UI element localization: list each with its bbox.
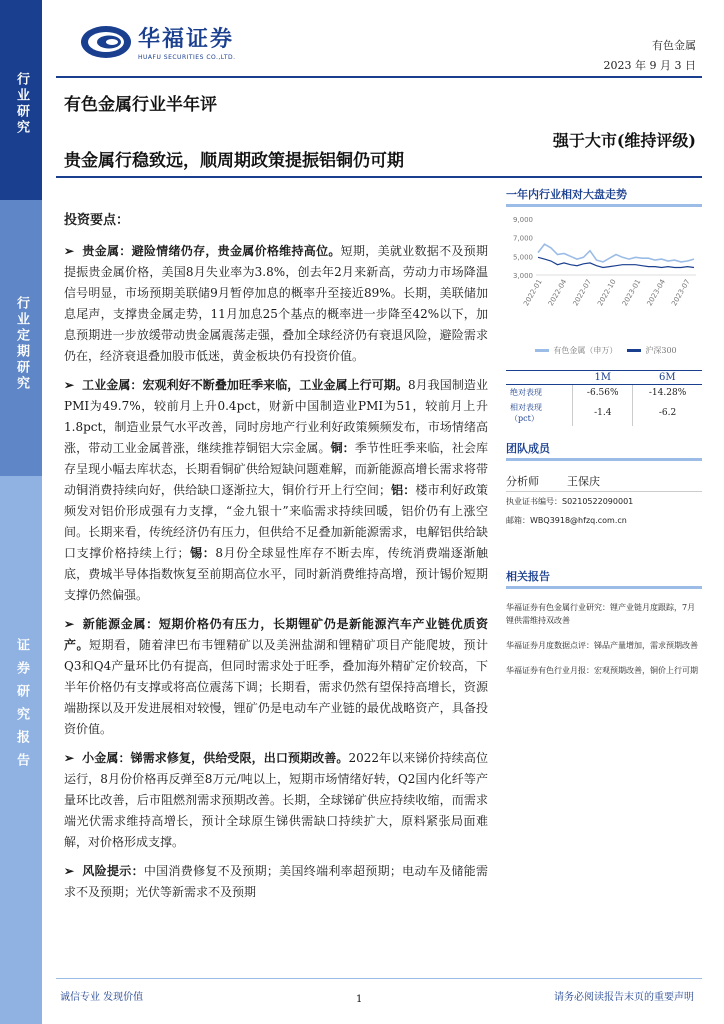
report-title: 有色金属行业半年评 bbox=[64, 95, 217, 115]
left-sidebar bbox=[0, 0, 42, 1024]
analyst-name: 王保庆 bbox=[567, 475, 600, 488]
table-header-row bbox=[506, 371, 702, 385]
sidebar-block-securities-report bbox=[0, 476, 42, 1024]
row-label-relative: 相对表现 （pct） bbox=[510, 403, 542, 423]
para-body: 短期看，随着津巴布韦锂精矿以及美洲盐湖和锂精矿项目产能爬坡，预计Q3和Q4产量环比仍有提高，但同时需求处于旺季，叠加海外精矿定价较高，下半年价格仍有支撑或将高位震荡下调；长期看，需求仍然有望保持高增长，资源端勘探以及开发进展相对较慢，锂矿仍是电动车产业链的最优战略资产，具备投资价值。 bbox=[64, 638, 488, 736]
key-points-title: 投资要点： bbox=[64, 213, 130, 228]
header-date: 2023 年 9 月 3 日 bbox=[603, 59, 696, 72]
table-row bbox=[506, 400, 702, 426]
sub-body-copper: 季节性旺季来临，社会库存呈现小幅去库状态，长期看铜矿供给短缺问题难解，而新能源高增长需求将带动铜消费持续向好，供给缺口逐渐拉大，铜价行开上行空间； bbox=[64, 441, 488, 497]
main-content bbox=[64, 210, 488, 911]
paragraph-industrial-metals bbox=[64, 375, 488, 606]
analyst-row bbox=[506, 473, 702, 492]
y-tick-label: 7,000 bbox=[512, 234, 533, 243]
y-tick-label: 5,000 bbox=[512, 253, 533, 262]
para-lead: 风险提示： bbox=[82, 864, 144, 878]
sidebar-label-3: 证券研究报告 bbox=[14, 638, 29, 776]
footer-disclaimer: 请务必阅读报告末页的重要声明 bbox=[554, 992, 694, 1003]
chart-legend bbox=[506, 345, 702, 356]
footer-slogan: 诚信专业 发现价值 bbox=[60, 992, 144, 1003]
series-line-0 bbox=[538, 244, 694, 262]
cell-relative-6m: -6.2 bbox=[633, 400, 702, 426]
para-body: 8月我国制造业PMI为49.7%，较前月上升0.4pct，财新中国制造业PMI为51，较前月上升1.8pct，制造业景气水平改善，同时房地产行业利好政策频频发布，市场情绪高涨，带动工业金属普涨，继续推荐铜铝大宗金属。 bbox=[64, 378, 488, 455]
sidebar-label-2: 行业定期研究 bbox=[14, 296, 29, 392]
sub-body-aluminum: 楼市利好政策频发对铝价形成强有力支撑，“金九银十”来临需求持续回暖，铝价仍有上涨空间。长期来看，传统经济仍有压力，但供给不足叠加新能源需求，电解铝供给缺口支撑价格持续上行； bbox=[64, 483, 488, 560]
logo-mark-icon bbox=[80, 24, 132, 60]
sidebar-block-periodic-research bbox=[0, 200, 42, 476]
legend-label-sector: 有色金属（申万） bbox=[553, 346, 618, 355]
paragraph-minor-metals bbox=[64, 748, 488, 853]
arrow-bullet-icon: ➢ bbox=[64, 378, 75, 392]
cell-relative-1m: -1.4 bbox=[573, 400, 633, 426]
x-tick-label: 2022-07 bbox=[571, 278, 594, 308]
header-divider bbox=[56, 76, 702, 78]
x-tick-label: 2023-04 bbox=[645, 278, 668, 308]
relative-performance-chart bbox=[506, 213, 702, 343]
logo-name-cn: 华福证券 bbox=[138, 27, 235, 52]
logo-name-en: HUAFU SECURITIES CO.,LTD. bbox=[138, 54, 236, 61]
report-rating: 强于大市(维持评级) bbox=[552, 131, 696, 150]
report-headline: 贵金属行稳致远，顺周期政策提振铝铜仍可期 bbox=[64, 151, 404, 171]
arrow-bullet-icon: ➢ bbox=[64, 617, 75, 631]
title-divider bbox=[56, 176, 702, 178]
analyst-license: 执业证书编号：S0210522090001 bbox=[506, 497, 634, 506]
sidebar-label-1: 行业研究 bbox=[14, 72, 29, 136]
series-line-1 bbox=[538, 257, 694, 267]
performance-table bbox=[506, 370, 702, 426]
arrow-bullet-icon: ➢ bbox=[64, 864, 75, 878]
analyst-role: 分析师 bbox=[506, 475, 539, 488]
footer-divider bbox=[56, 978, 702, 979]
header-category: 有色金属 bbox=[652, 39, 696, 52]
para-lead: 贵金属：避险情绪仍存，贵金属价格维持高位。 bbox=[82, 244, 341, 258]
sub-lead-copper: 铜： bbox=[330, 441, 355, 455]
chart-title: 一年内行业相对大盘走势 bbox=[506, 186, 702, 207]
right-column bbox=[506, 186, 702, 526]
x-tick-label: 2022-10 bbox=[596, 278, 618, 308]
sidebar-block-industry-research bbox=[0, 0, 42, 200]
related-title: 相关报告 bbox=[506, 568, 702, 589]
paragraph-risk-warning bbox=[64, 861, 488, 903]
paragraph-precious-metals bbox=[64, 241, 488, 367]
y-tick-label: 9,000 bbox=[512, 216, 533, 224]
page-number: 1 bbox=[356, 994, 363, 1005]
header-meta bbox=[604, 36, 696, 76]
table-row bbox=[506, 385, 702, 401]
related-report-item[interactable]: 华福证券月度数据点评：锑品产量增加，需求预期改善 bbox=[506, 641, 698, 650]
row-label-absolute: 绝对表现 bbox=[510, 388, 542, 397]
table-header-1m: 1M bbox=[573, 371, 633, 385]
arrow-bullet-icon: ➢ bbox=[64, 751, 75, 765]
sub-lead-aluminum: 铝： bbox=[391, 483, 416, 497]
legend-label-index: 沪深300 bbox=[645, 346, 677, 355]
paragraph-new-energy-metals bbox=[64, 614, 488, 740]
team-section bbox=[506, 440, 702, 526]
related-report-item[interactable]: 华福证券有色行业月报：宏观预期改善，铜价上行可期 bbox=[506, 666, 698, 675]
cell-absolute-1m: -6.56% bbox=[573, 385, 633, 401]
cell-absolute-6m: -14.28% bbox=[633, 385, 702, 401]
para-body: 2022年以来锑价持续高位运行，8月份价格再反弹至8万元/吨以上，短期市场情绪好转，Q2国内化纤等产量环比改善，后市阻燃剂需求预期改善。长期，全球锑矿供应持续收缩，而需求端光伏需求维持高增长，预计全球原生锑供需缺口持续扩大，原料紧张局面难解，对价格形成支撑。 bbox=[64, 751, 488, 849]
x-tick-label: 2023-01 bbox=[620, 278, 643, 308]
related-reports bbox=[506, 568, 702, 677]
sub-body-tin: 8月份全球显性库存不断去库，传统消费端逐渐触底，费城半导体指数恢复至前期高位水平，同时新消费维持高增，预计锡价短期支撑仍然偏强。 bbox=[64, 546, 488, 602]
table-header-blank bbox=[506, 371, 573, 385]
table-header-6m: 6M bbox=[633, 371, 702, 385]
legend-swatch-sector bbox=[535, 349, 549, 352]
legend-swatch-index bbox=[627, 349, 641, 352]
team-title: 团队成员 bbox=[506, 440, 702, 461]
x-tick-label: 2022-01 bbox=[522, 278, 544, 308]
analyst-email[interactable]: 邮箱：WBQ3918@hfzq.com.cn bbox=[506, 516, 627, 525]
para-lead: 小金属：锑需求修复，供给受限，出口预期改善。 bbox=[82, 751, 349, 765]
company-logo bbox=[80, 22, 236, 61]
para-body: 中国消费修复不及预期；美国终端利率超预期；电动车及储能需求不及预期；光伏等新需求不及预期 bbox=[64, 864, 488, 899]
chart-svg bbox=[506, 213, 702, 343]
y-tick-label: 3,000 bbox=[512, 272, 533, 280]
related-report-item[interactable]: 华福证券有色金属行业研究：锂产业链月度跟踪，7月锂供需维持双改善 bbox=[506, 603, 696, 625]
sub-lead-tin: 锡： bbox=[189, 546, 216, 560]
x-tick-label: 2023-07 bbox=[670, 278, 692, 308]
arrow-bullet-icon: ➢ bbox=[64, 244, 75, 258]
para-lead: 工业金属：宏观利好不断叠加旺季来临，工业金属上行可期。 bbox=[82, 378, 408, 392]
para-body: 短期，美就业数据不及预期提振贵金属价格，美国8月失业率为3.8%，创去年2月来新高，劳动力市场降温信号明显，市场预期美联储9月暂停加息的概率升至接近89%。长期，美联储加息尾声，支撑贵金属走势，11月加息25个基点的概率进一步降至42%以下，加息预期进一步放缓带动贵金属震荡走强，叠加全球经济仍有衰退风险，避险需求仍在，经济衰退叠加股市低迷，黄金板块仍有投资价值。 bbox=[64, 244, 488, 363]
para-lead: 新能源金属：短期价格仍有压力，长期锂矿仍是新能源汽车产业链优质资产。 bbox=[64, 617, 488, 652]
x-tick-label: 2022-04 bbox=[546, 278, 569, 308]
